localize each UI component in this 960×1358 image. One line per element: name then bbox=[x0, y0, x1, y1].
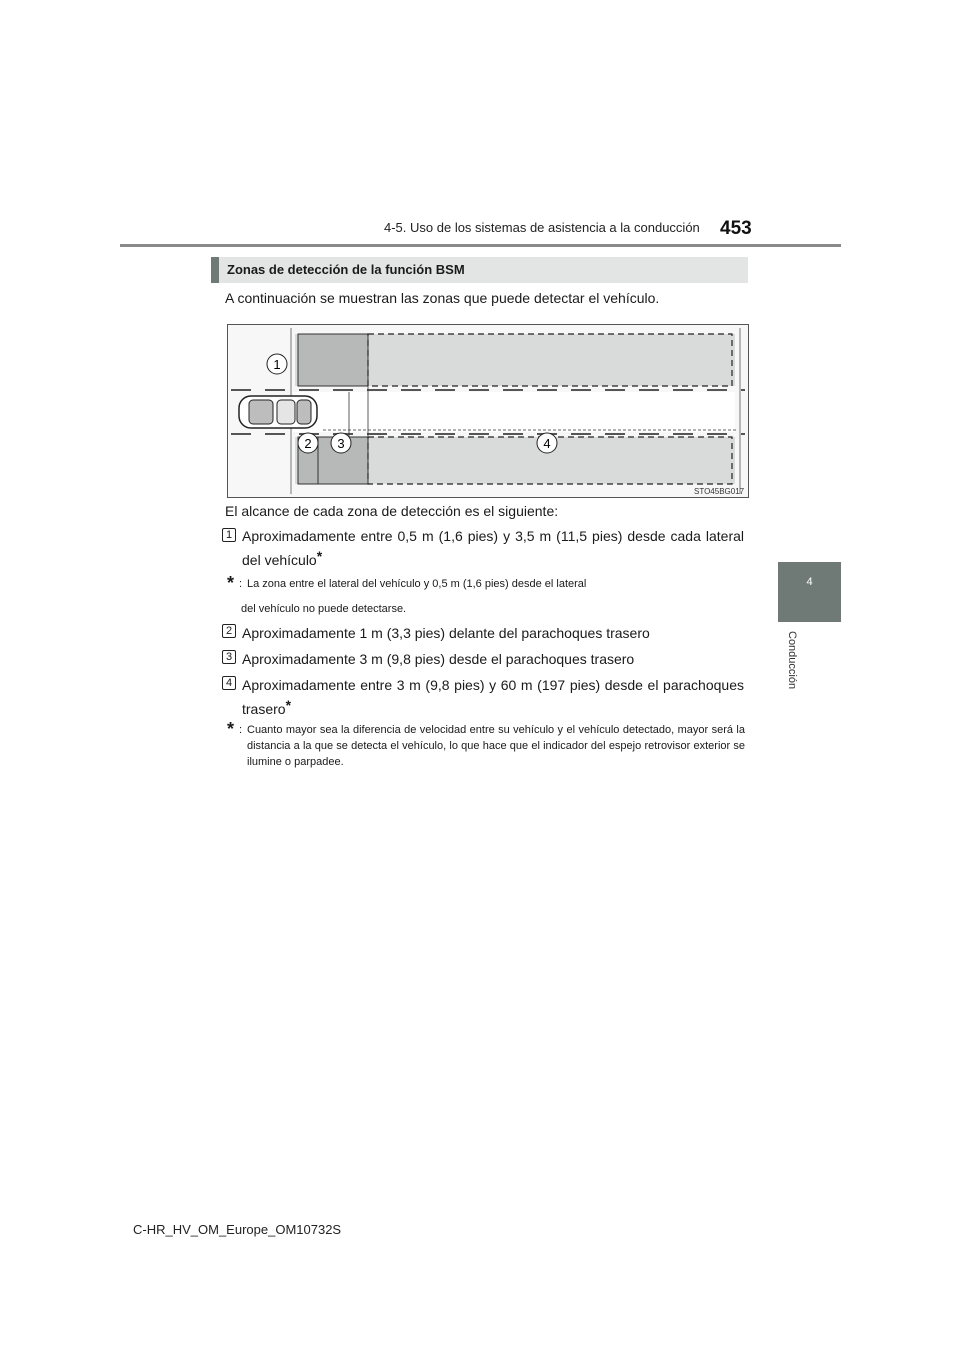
chapter-tab-number: 4 bbox=[806, 576, 813, 588]
range-item-2: Aproximadamente 1 m (3,3 pies) delante del parachoques trasero bbox=[242, 625, 650, 641]
bsm-detection-zone-diagram bbox=[227, 324, 749, 498]
callout-4 bbox=[537, 433, 557, 453]
item-3-badge: 3 bbox=[222, 650, 236, 664]
section-heading-text: Zonas de detección de la función BSM bbox=[227, 262, 465, 277]
header-rule bbox=[120, 244, 841, 247]
footnote-star: * bbox=[285, 697, 292, 713]
callout-3 bbox=[331, 433, 351, 453]
item-1-badge: 1 bbox=[222, 528, 236, 542]
ranges-title: El alcance de cada zona de detección es el siguiente: bbox=[225, 503, 559, 519]
range-item-1 bbox=[242, 526, 744, 570]
intro-paragraph: A continuación se muestran las zonas que puede detectar el vehículo. bbox=[225, 290, 660, 306]
diagram-code: STO45BG017 bbox=[694, 487, 745, 496]
svg-text:2: 2 bbox=[304, 436, 312, 451]
chapter-title: 4-5. Uso de los sistemas de asistencia a la conducción bbox=[384, 220, 700, 235]
svg-text:4: 4 bbox=[543, 436, 551, 451]
page-number: 453 bbox=[720, 218, 752, 239]
note-1-star: * bbox=[227, 573, 235, 593]
item-4-badge: 4 bbox=[222, 676, 236, 690]
callout-1 bbox=[267, 354, 287, 374]
chapter-tab-label: Conducción bbox=[786, 631, 798, 690]
note-2-colon: : bbox=[239, 724, 243, 736]
range-item-3: Aproximadamente 3 m (9,8 pies) desde el parachoques trasero bbox=[242, 651, 635, 667]
zone-1-top bbox=[298, 334, 368, 386]
range-item-4-text: Aproximadamente entre 3 m (9,8 pies) y 60 m (197 pies) desde el parachoques trasero bbox=[242, 677, 744, 717]
item-2-badge: 2 bbox=[222, 624, 236, 638]
note-2-text: Cuanto mayor sea la diferencia de velocidad entre su vehículo y el vehículo detectado, mayor será la distancia a la que se detecta el vehículo, lo que hace que el indicador del espejo retrovisor exterior se ilumine o parpadee. bbox=[247, 724, 745, 768]
section-heading bbox=[211, 257, 748, 283]
document-id: C-HR_HV_OM_Europe_OM10732S bbox=[133, 1222, 342, 1237]
footnote-star: * bbox=[316, 548, 323, 564]
range-item-1-text: Aproximadamente entre 0,5 m (1,6 pies) y 3,5 m (11,5 pies) desde cada lateral del vehículo bbox=[242, 528, 744, 568]
callout-2 bbox=[298, 433, 318, 453]
vehicle-icon bbox=[239, 396, 317, 428]
svg-text:1: 1 bbox=[273, 357, 281, 372]
note-1-colon: : bbox=[239, 578, 243, 590]
range-item-4 bbox=[242, 675, 744, 719]
own-lane bbox=[293, 392, 735, 432]
note-1-line-2: del vehículo no puede detectarse. bbox=[241, 603, 407, 615]
note-1-line-1: La zona entre el lateral del vehículo y 0,5 m (1,6 pies) desde el lateral bbox=[247, 578, 587, 590]
note-2-star: * bbox=[227, 719, 235, 739]
svg-text:3: 3 bbox=[337, 436, 345, 451]
